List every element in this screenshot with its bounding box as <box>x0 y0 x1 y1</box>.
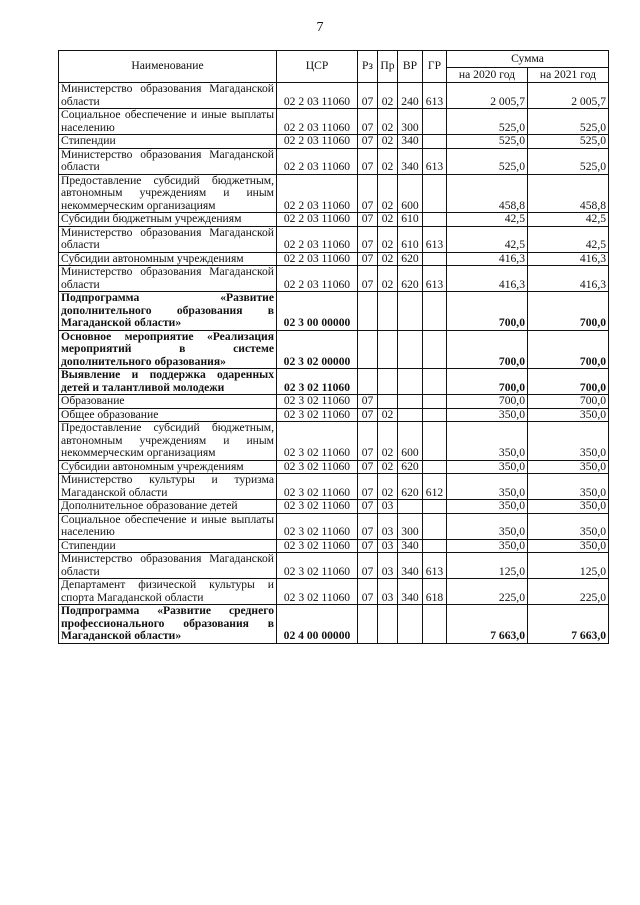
cell-pr: 03 <box>378 539 398 553</box>
header-year-2020: на 2020 год <box>447 68 528 83</box>
cell-pr: 02 <box>378 252 398 266</box>
header-gr: ГР <box>423 51 447 83</box>
cell-pr <box>378 292 398 331</box>
cell-name: Основное мероприятие «Реализация мероприятий в системе дополнительного образования» <box>59 330 277 369</box>
cell-gr <box>423 109 447 135</box>
cell-sum-2020: 700,0 <box>447 330 528 369</box>
cell-rz <box>358 330 378 369</box>
page-number: 7 <box>316 20 324 35</box>
header-name: Наименование <box>59 51 277 83</box>
cell-gr <box>423 408 447 422</box>
cell-sum-2020: 350,0 <box>447 422 528 461</box>
cell-gr <box>423 292 447 331</box>
cell-vr <box>398 500 423 514</box>
cell-vr: 340 <box>398 539 423 553</box>
table-row <box>59 539 609 553</box>
cell-name: Стипендии <box>59 539 277 553</box>
cell-sum-2021: 350,0 <box>528 539 609 553</box>
cell-gr: 613 <box>423 83 447 109</box>
cell-csr: 02 3 02 00000 <box>277 330 358 369</box>
cell-sum-2021: 350,0 <box>528 513 609 539</box>
cell-rz: 07 <box>358 395 378 409</box>
cell-gr <box>423 460 447 474</box>
cell-sum-2020: 525,0 <box>447 109 528 135</box>
cell-sum-2020: 416,3 <box>447 252 528 266</box>
cell-pr: 03 <box>378 513 398 539</box>
cell-vr: 240 <box>398 83 423 109</box>
cell-csr: 02 2 03 11060 <box>277 266 358 292</box>
cell-vr: 300 <box>398 109 423 135</box>
cell-rz: 07 <box>358 252 378 266</box>
cell-vr: 620 <box>398 474 423 500</box>
cell-sum-2021: 2 005,7 <box>528 83 609 109</box>
cell-vr: 610 <box>398 213 423 227</box>
cell-rz <box>358 605 378 644</box>
cell-sum-2021: 42,5 <box>528 226 609 252</box>
cell-name: Предоставление субсидий бюджетным, автономным учреждениям и иным некоммерческим организациям <box>59 174 277 213</box>
table-row <box>59 83 609 109</box>
cell-sum-2021: 458,8 <box>528 174 609 213</box>
cell-vr <box>398 292 423 331</box>
cell-sum-2020: 225,0 <box>447 579 528 605</box>
cell-pr: 02 <box>378 109 398 135</box>
cell-sum-2021: 350,0 <box>528 474 609 500</box>
cell-vr: 620 <box>398 460 423 474</box>
table-row <box>59 553 609 579</box>
table-row <box>59 292 609 331</box>
cell-gr <box>423 213 447 227</box>
cell-vr <box>398 330 423 369</box>
cell-pr: 02 <box>378 266 398 292</box>
cell-vr <box>398 395 423 409</box>
cell-sum-2021: 525,0 <box>528 109 609 135</box>
cell-rz: 07 <box>358 174 378 213</box>
table-row <box>59 226 609 252</box>
cell-sum-2021: 416,3 <box>528 266 609 292</box>
cell-sum-2021: 700,0 <box>528 369 609 395</box>
table-row <box>59 369 609 395</box>
header-year-2021: на 2021 год <box>528 68 609 83</box>
cell-sum-2020: 700,0 <box>447 369 528 395</box>
cell-pr: 02 <box>378 174 398 213</box>
table-row <box>59 579 609 605</box>
table-row <box>59 135 609 149</box>
cell-gr <box>423 135 447 149</box>
cell-rz: 07 <box>358 513 378 539</box>
cell-gr: 612 <box>423 474 447 500</box>
cell-csr: 02 3 02 11060 <box>277 422 358 461</box>
cell-vr: 620 <box>398 266 423 292</box>
cell-gr <box>423 252 447 266</box>
table-row <box>59 395 609 409</box>
cell-gr <box>423 369 447 395</box>
cell-rz: 07 <box>358 83 378 109</box>
cell-rz: 07 <box>358 553 378 579</box>
cell-sum-2021: 125,0 <box>528 553 609 579</box>
cell-csr: 02 3 02 11060 <box>277 513 358 539</box>
cell-vr: 340 <box>398 135 423 149</box>
cell-rz: 07 <box>358 579 378 605</box>
cell-csr: 02 2 03 11060 <box>277 135 358 149</box>
header-vr: ВР <box>398 51 423 83</box>
cell-pr: 02 <box>378 83 398 109</box>
cell-pr: 02 <box>378 408 398 422</box>
table-row <box>59 422 609 461</box>
cell-csr: 02 3 02 11060 <box>277 369 358 395</box>
cell-rz: 07 <box>358 474 378 500</box>
header-rz: Рз <box>358 51 378 83</box>
cell-pr <box>378 395 398 409</box>
cell-sum-2021: 525,0 <box>528 135 609 149</box>
cell-sum-2021: 350,0 <box>528 500 609 514</box>
cell-vr <box>398 369 423 395</box>
cell-vr: 340 <box>398 148 423 174</box>
cell-rz: 07 <box>358 408 378 422</box>
header-csr: ЦСР <box>277 51 358 83</box>
cell-name: Общее образование <box>59 408 277 422</box>
cell-name: Подпрограмма «Развитие среднего профессионального образования в Магаданской области» <box>59 605 277 644</box>
cell-vr: 610 <box>398 226 423 252</box>
table-row <box>59 408 609 422</box>
cell-gr <box>423 539 447 553</box>
table-row <box>59 213 609 227</box>
cell-name: Министерство культуры и туризма Магаданской области <box>59 474 277 500</box>
cell-pr <box>378 605 398 644</box>
cell-rz: 07 <box>358 266 378 292</box>
cell-pr: 02 <box>378 213 398 227</box>
cell-sum-2020: 700,0 <box>447 292 528 331</box>
cell-sum-2021: 350,0 <box>528 460 609 474</box>
cell-sum-2020: 700,0 <box>447 395 528 409</box>
cell-rz: 07 <box>358 109 378 135</box>
cell-sum-2021: 350,0 <box>528 408 609 422</box>
cell-name: Министерство образования Магаданской области <box>59 226 277 252</box>
cell-rz <box>358 369 378 395</box>
cell-name: Министерство образования Магаданской области <box>59 266 277 292</box>
cell-pr: 02 <box>378 422 398 461</box>
cell-pr: 03 <box>378 553 398 579</box>
cell-sum-2020: 416,3 <box>447 266 528 292</box>
cell-name: Образование <box>59 395 277 409</box>
cell-csr: 02 3 02 11060 <box>277 539 358 553</box>
cell-name: Дополнительное образование детей <box>59 500 277 514</box>
cell-vr: 300 <box>398 513 423 539</box>
cell-vr: 620 <box>398 252 423 266</box>
cell-sum-2020: 350,0 <box>447 500 528 514</box>
cell-sum-2021: 700,0 <box>528 330 609 369</box>
cell-csr: 02 3 00 00000 <box>277 292 358 331</box>
cell-sum-2021: 42,5 <box>528 213 609 227</box>
cell-sum-2020: 458,8 <box>447 174 528 213</box>
cell-csr: 02 3 02 11060 <box>277 553 358 579</box>
header-pr: Пр <box>378 51 398 83</box>
cell-sum-2021: 225,0 <box>528 579 609 605</box>
cell-csr: 02 2 03 11060 <box>277 226 358 252</box>
cell-pr: 03 <box>378 500 398 514</box>
cell-vr: 340 <box>398 579 423 605</box>
cell-pr: 03 <box>378 579 398 605</box>
cell-sum-2020: 7 663,0 <box>447 605 528 644</box>
cell-csr: 02 2 03 11060 <box>277 213 358 227</box>
cell-vr: 340 <box>398 553 423 579</box>
cell-sum-2021: 700,0 <box>528 395 609 409</box>
cell-name: Социальное обеспечение и иные выплаты населению <box>59 109 277 135</box>
table-row <box>59 474 609 500</box>
cell-name: Подпрограмма «Развитие дополнительного образования в Магаданской области» <box>59 292 277 331</box>
table-row <box>59 174 609 213</box>
cell-sum-2021: 416,3 <box>528 252 609 266</box>
cell-name: Субсидии автономным учреждениям <box>59 252 277 266</box>
cell-rz <box>358 292 378 331</box>
cell-rz: 07 <box>358 148 378 174</box>
cell-gr: 613 <box>423 266 447 292</box>
cell-csr: 02 2 03 11060 <box>277 109 358 135</box>
cell-gr: 618 <box>423 579 447 605</box>
table-row <box>59 605 609 644</box>
cell-rz: 07 <box>358 213 378 227</box>
cell-pr <box>378 330 398 369</box>
cell-pr: 02 <box>378 226 398 252</box>
cell-csr: 02 3 02 11060 <box>277 395 358 409</box>
cell-gr: 613 <box>423 553 447 579</box>
table-row <box>59 266 609 292</box>
cell-sum-2020: 350,0 <box>447 474 528 500</box>
cell-csr: 02 4 00 00000 <box>277 605 358 644</box>
cell-name: Субсидии бюджетным учреждениям <box>59 213 277 227</box>
cell-pr: 02 <box>378 135 398 149</box>
cell-sum-2021: 7 663,0 <box>528 605 609 644</box>
cell-sum-2020: 42,5 <box>447 213 528 227</box>
table-body <box>59 83 609 644</box>
cell-gr <box>423 330 447 369</box>
header-sum: Сумма <box>447 51 609 68</box>
cell-sum-2020: 525,0 <box>447 148 528 174</box>
cell-name: Субсидии автономным учреждениям <box>59 460 277 474</box>
table-row <box>59 148 609 174</box>
cell-name: Предоставление субсидий бюджетным, автономным учреждениям и иным некоммерческим организациям <box>59 422 277 461</box>
cell-vr <box>398 408 423 422</box>
cell-rz: 07 <box>358 539 378 553</box>
cell-gr <box>423 174 447 213</box>
cell-sum-2020: 125,0 <box>447 553 528 579</box>
cell-vr: 600 <box>398 422 423 461</box>
cell-rz: 07 <box>358 135 378 149</box>
cell-sum-2020: 525,0 <box>447 135 528 149</box>
cell-rz: 07 <box>358 422 378 461</box>
table-row <box>59 109 609 135</box>
cell-sum-2021: 700,0 <box>528 292 609 331</box>
cell-gr <box>423 513 447 539</box>
cell-name: Департамент физической культуры и спорта Магаданской области <box>59 579 277 605</box>
cell-rz: 07 <box>358 226 378 252</box>
table-row <box>59 460 609 474</box>
cell-gr <box>423 605 447 644</box>
cell-gr: 613 <box>423 148 447 174</box>
cell-name: Выявление и поддержка одаренных детей и талантливой молодежи <box>59 369 277 395</box>
cell-csr: 02 3 02 11060 <box>277 500 358 514</box>
table-row <box>59 500 609 514</box>
cell-csr: 02 3 02 11060 <box>277 474 358 500</box>
cell-gr <box>423 395 447 409</box>
cell-sum-2021: 350,0 <box>528 422 609 461</box>
cell-csr: 02 2 03 11060 <box>277 148 358 174</box>
cell-vr: 600 <box>398 174 423 213</box>
cell-sum-2020: 42,5 <box>447 226 528 252</box>
budget-table <box>58 50 609 644</box>
cell-csr: 02 2 03 11060 <box>277 174 358 213</box>
cell-csr: 02 3 02 11060 <box>277 460 358 474</box>
cell-name: Стипендии <box>59 135 277 149</box>
cell-gr <box>423 422 447 461</box>
cell-csr: 02 3 02 11060 <box>277 579 358 605</box>
cell-csr: 02 2 03 11060 <box>277 252 358 266</box>
cell-vr <box>398 605 423 644</box>
cell-pr: 02 <box>378 460 398 474</box>
cell-gr <box>423 500 447 514</box>
cell-rz: 07 <box>358 500 378 514</box>
cell-name: Министерство образования Магаданской области <box>59 553 277 579</box>
table-row <box>59 513 609 539</box>
cell-csr: 02 3 02 11060 <box>277 408 358 422</box>
cell-name: Министерство образования Магаданской области <box>59 148 277 174</box>
cell-sum-2020: 350,0 <box>447 513 528 539</box>
cell-sum-2020: 350,0 <box>447 539 528 553</box>
cell-pr: 02 <box>378 148 398 174</box>
cell-rz: 07 <box>358 460 378 474</box>
cell-sum-2020: 2 005,7 <box>447 83 528 109</box>
table-row <box>59 252 609 266</box>
cell-pr: 02 <box>378 474 398 500</box>
cell-name: Социальное обеспечение и иные выплаты населению <box>59 513 277 539</box>
cell-sum-2021: 525,0 <box>528 148 609 174</box>
cell-name: Министерство образования Магаданской области <box>59 83 277 109</box>
cell-sum-2020: 350,0 <box>447 408 528 422</box>
table-row <box>59 330 609 369</box>
cell-csr: 02 2 03 11060 <box>277 83 358 109</box>
cell-sum-2020: 350,0 <box>447 460 528 474</box>
cell-gr: 613 <box>423 226 447 252</box>
cell-pr <box>378 369 398 395</box>
